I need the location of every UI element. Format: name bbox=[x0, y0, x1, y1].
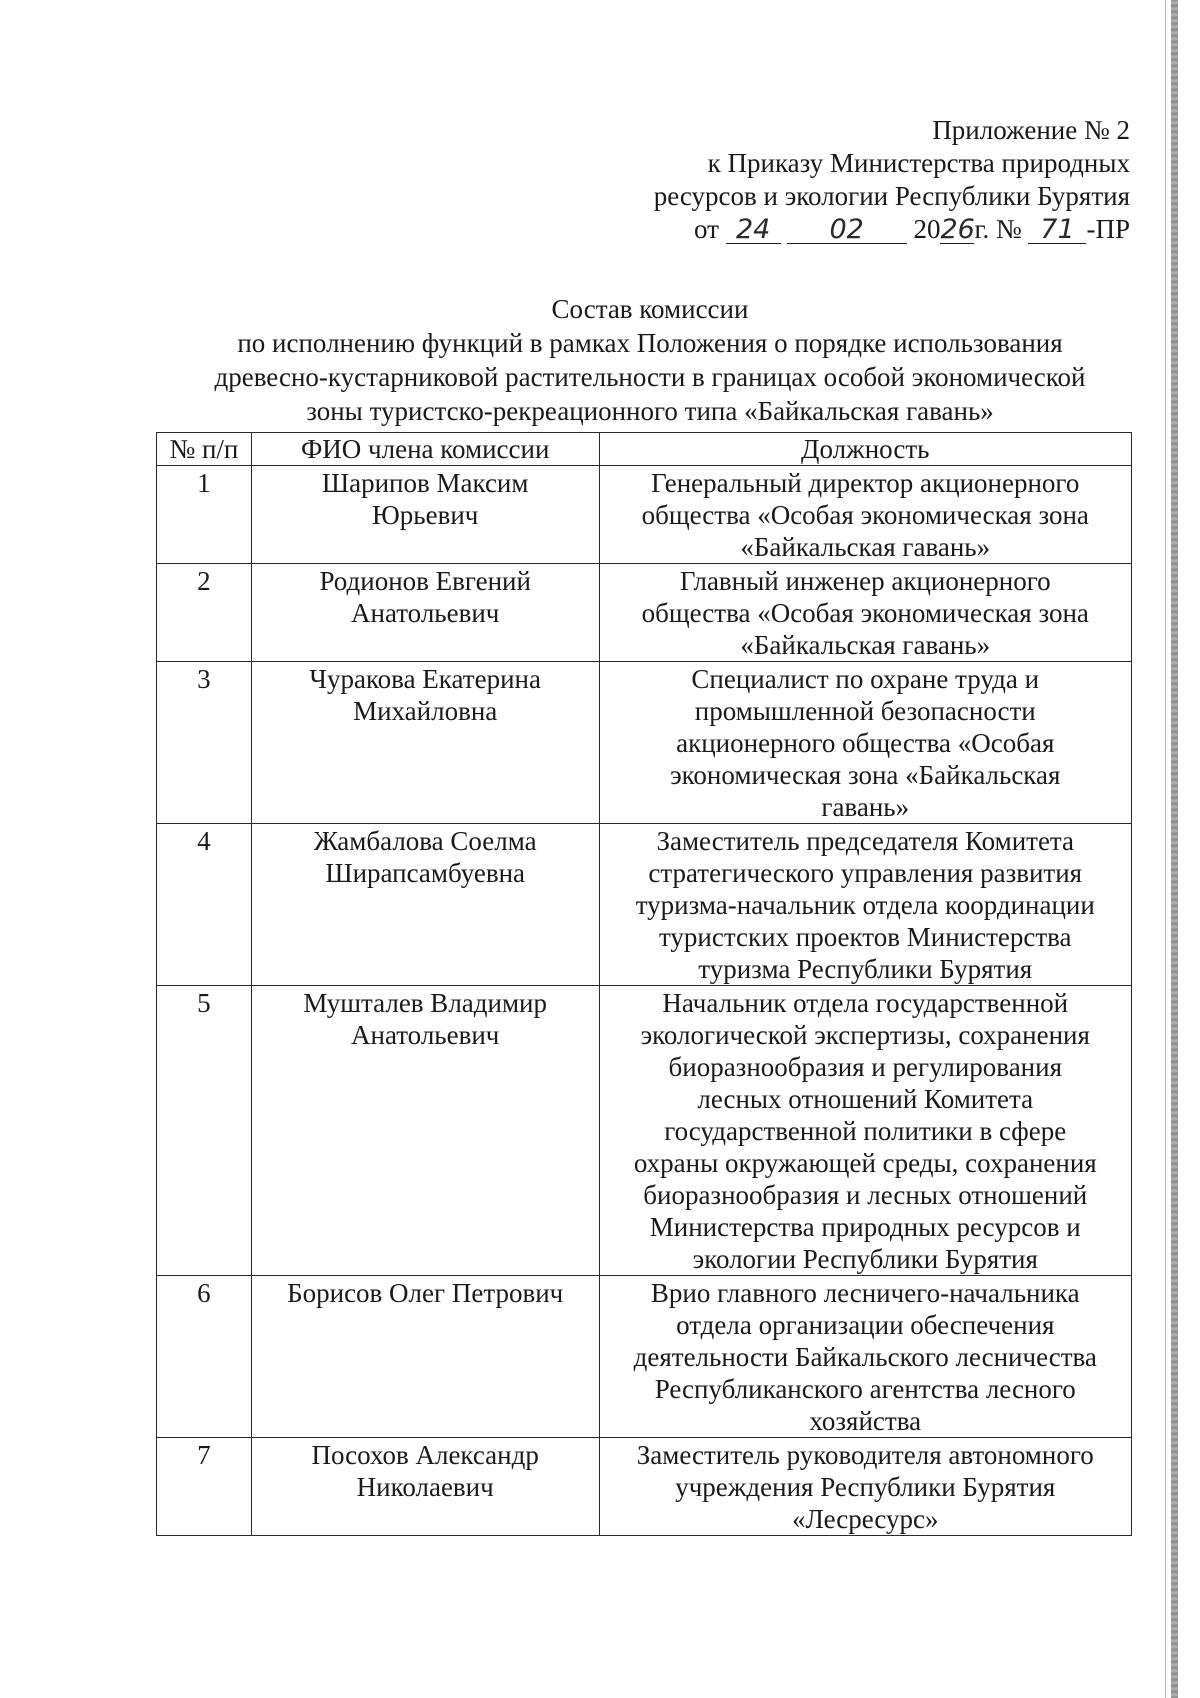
document-title bbox=[160, 292, 1140, 428]
header-name: ФИО члена комиссии bbox=[251, 433, 599, 466]
member-position-line: Начальник отдела государственной bbox=[662, 988, 1069, 1018]
member-position bbox=[599, 662, 1131, 824]
member-position-line: промышленной безопасности bbox=[694, 696, 1036, 726]
row-number: 7 bbox=[157, 1438, 252, 1536]
member-name bbox=[251, 824, 599, 986]
handwritten-order-number: 71 bbox=[1028, 217, 1086, 244]
table-row bbox=[157, 986, 1132, 1276]
member-name-line: Михайловна bbox=[353, 696, 498, 726]
table-row bbox=[157, 564, 1132, 662]
member-position-line: гавань» bbox=[821, 792, 910, 822]
member-position-line: Генеральный директор акционерного bbox=[651, 468, 1080, 498]
member-position-line: лесных отношений Комитета bbox=[697, 1084, 1034, 1114]
member-position-line: туристских проектов Министерства bbox=[658, 922, 1072, 952]
table-body bbox=[157, 466, 1132, 1536]
member-position-line: охраны окружающей среды, сохранения bbox=[633, 1148, 1097, 1178]
member-position-line: акционерного общества «Особая bbox=[676, 728, 1055, 758]
row-number: 4 bbox=[157, 824, 252, 986]
member-name-line: Посохов Александр bbox=[311, 1440, 539, 1470]
member-position-line: экономическая зона «Байкальская bbox=[670, 760, 1061, 790]
member-position-line: Врио главного лесничего-начальника bbox=[650, 1278, 1080, 1308]
member-name-line: Шарипов Максим bbox=[321, 468, 529, 498]
member-position-line: государственной политики в сфере bbox=[664, 1116, 1067, 1146]
table-row bbox=[157, 466, 1132, 564]
appendix-title: Приложение № 2 bbox=[932, 115, 1130, 145]
member-position-line: хозяйства bbox=[809, 1406, 922, 1436]
row-number: 1 bbox=[157, 466, 252, 564]
member-position-line: «Лесресурс» bbox=[791, 1504, 939, 1534]
member-position-line: туризма-начальник отдела координации bbox=[635, 890, 1095, 920]
member-position bbox=[599, 1276, 1131, 1438]
title-line-1: Состав комиссии bbox=[551, 294, 749, 324]
member-position-line: Специалист по охране труда и bbox=[691, 664, 1040, 694]
member-position-line: деятельности Байкальского лесничества bbox=[633, 1342, 1097, 1372]
member-name-line: Николаевич bbox=[356, 1472, 494, 1502]
handwritten-day: 24 bbox=[726, 217, 781, 244]
member-name bbox=[251, 1276, 599, 1438]
member-name-line: Мушталев Владимир bbox=[303, 988, 547, 1018]
ministry-line: ресурсов и экологии Республики Бурятия bbox=[653, 181, 1130, 211]
member-name bbox=[251, 564, 599, 662]
row-number: 3 bbox=[157, 662, 252, 824]
member-position-line: Заместитель руководителя автономного bbox=[636, 1440, 1094, 1470]
order-suffix: -ПР bbox=[1086, 214, 1130, 244]
appendix-header bbox=[654, 114, 1130, 246]
member-position-line: Заместитель председателя Комитета bbox=[656, 826, 1075, 856]
member-position-line: общества «Особая экономическая зона bbox=[641, 598, 1089, 628]
member-name bbox=[251, 986, 599, 1276]
member-position-line: учреждения Республики Бурятия bbox=[675, 1472, 1056, 1502]
scan-edge-line bbox=[1165, 0, 1166, 1698]
member-position bbox=[599, 564, 1131, 662]
table-row bbox=[157, 662, 1132, 824]
member-name-line: Жамбалова Соелма bbox=[313, 826, 537, 856]
member-name-line: Чуракова Екатерина bbox=[309, 664, 541, 694]
order-date-number-line bbox=[654, 213, 1130, 246]
scan-edge bbox=[1171, 0, 1178, 1698]
title-line-2: по исполнению функций в рамках Положения о порядке использования bbox=[237, 328, 1063, 358]
table-row bbox=[157, 1276, 1132, 1438]
member-position-line: Республиканского агентства лесного bbox=[654, 1374, 1076, 1404]
table-row bbox=[157, 1438, 1132, 1536]
member-position-line: экологической экспертизы, сохранения bbox=[640, 1020, 1090, 1050]
member-position-line: Министерства природных ресурсов и bbox=[649, 1212, 1081, 1242]
member-name-line: Родионов Евгений bbox=[319, 566, 531, 596]
date-prefix: от bbox=[693, 214, 719, 244]
row-number: 2 bbox=[157, 564, 252, 662]
year-prefix: 20 bbox=[913, 214, 941, 244]
table-row bbox=[157, 824, 1132, 986]
member-name-line: Юрьевич bbox=[372, 500, 479, 530]
member-position bbox=[599, 986, 1131, 1276]
member-position bbox=[599, 824, 1131, 986]
header-number: № п/п bbox=[157, 433, 252, 466]
title-line-4: зоны туристско-рекреационного типа «Байкальская гавань» bbox=[306, 396, 994, 426]
member-position-line: экологии Республики Бурятия bbox=[692, 1244, 1038, 1274]
member-position-line: «Байкальская гавань» bbox=[740, 630, 991, 660]
commission-table bbox=[156, 432, 1132, 1536]
member-position-line: Главный инженер акционерного bbox=[679, 566, 1051, 596]
member-position-line: стратегического управления развития bbox=[648, 858, 1083, 888]
handwritten-year: 26 bbox=[940, 214, 975, 245]
member-name bbox=[251, 662, 599, 824]
member-name-line: Анатольевич bbox=[351, 598, 500, 628]
member-name-line: Ширапсамбуевна bbox=[325, 858, 526, 888]
member-position-line: отдела организации обеспечения bbox=[676, 1310, 1055, 1340]
handwritten-month: 02 bbox=[787, 217, 907, 244]
member-position bbox=[599, 466, 1131, 564]
header-position: Должность bbox=[599, 433, 1131, 466]
table-header-row bbox=[157, 433, 1132, 466]
member-position-line: биоразнообразия и регулирования bbox=[668, 1052, 1062, 1082]
year-unit: г. № bbox=[974, 214, 1022, 244]
member-position-line: общества «Особая экономическая зона bbox=[641, 500, 1089, 530]
title-line-3: древесно-кустарниковой растительности в границах особой экономической bbox=[214, 362, 1086, 392]
member-position-line: биоразнообразия и лесных отношений bbox=[643, 1180, 1088, 1210]
row-number: 6 bbox=[157, 1276, 252, 1438]
member-position bbox=[599, 1438, 1131, 1536]
member-name-line: Борисов Олег Петрович bbox=[287, 1278, 564, 1308]
member-name bbox=[251, 466, 599, 564]
member-position-line: туризма Республики Бурятия bbox=[698, 954, 1033, 984]
row-number: 5 bbox=[157, 986, 252, 1276]
order-reference-line: к Приказу Министерства природных bbox=[707, 148, 1130, 178]
member-name bbox=[251, 1438, 599, 1536]
member-position-line: «Байкальская гавань» bbox=[740, 532, 991, 562]
member-name-line: Анатольевич bbox=[351, 1020, 500, 1050]
